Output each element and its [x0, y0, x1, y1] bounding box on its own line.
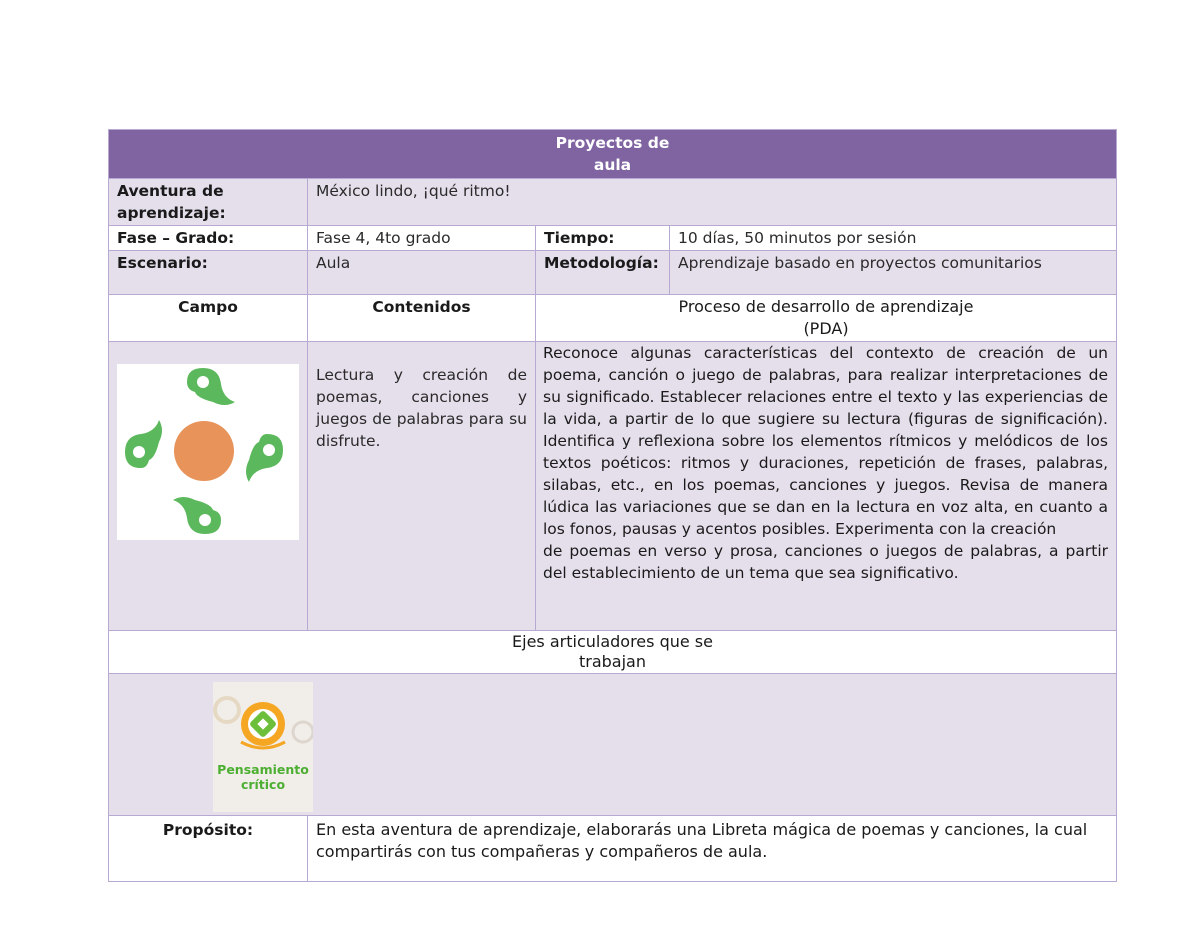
contenidos-heading: Contenidos: [308, 295, 536, 342]
fase-label: Fase – Grado:: [109, 226, 308, 251]
aventura-label: Aventura de aprendizaje:: [109, 179, 308, 226]
pda-text-continued: de poemas en verso y prosa, canciones o juegos de palabras, a partir del establecimiento de un tema que sea significativo.: [543, 542, 1108, 582]
metodologia-value: Aprendizaje basado en proyectos comunitarios: [670, 251, 1117, 295]
pda-heading-line2: (PDA): [803, 319, 849, 338]
lenguajes-campo-icon: [117, 364, 299, 540]
fase-value: Fase 4, 4to grado: [308, 226, 536, 251]
eje-badge-line2: crítico: [240, 777, 286, 792]
tiempo-value: 10 días, 50 minutos por sesión: [670, 226, 1117, 251]
ejes-cell: [109, 674, 1117, 816]
pda-heading: [536, 295, 1117, 342]
aventura-value: México lindo, ¡qué ritmo!: [308, 179, 1117, 226]
pensamiento-critico-icon: [213, 682, 313, 812]
campo-cell: [109, 342, 308, 631]
escenario-value: Aula: [308, 251, 536, 295]
ejes-heading-line1: Ejes articuladores que se: [512, 632, 713, 651]
eje-badge: [213, 682, 313, 812]
campo-heading: Campo: [109, 295, 308, 342]
campo-logo-box: [117, 364, 299, 540]
pda-text: Reconoce algunas características del contexto de creación de un poema, canción o juego de palabras, para realizar interpretaciones de su significado. Establecer relaciones entre el texto y las experiencias de la vida, a partir de lo que sugiere su lectura (figuras de significación). Identifica y reflexiona sobre los elementos rítmicos y melódicos de los textos poéticos: ritmos y duraciones, repetición de frases, palabras, silabas, etc., en los poemas, canciones y juegos. Revisa de manera lúdica las variaciones que se dan en la lectura en voz alta, en cuanto a los fonos, pausas y acentos posibles. Experimenta con la creación: [543, 344, 1108, 538]
pda-cell: [536, 342, 1117, 631]
tiempo-label: Tiempo:: [536, 226, 670, 251]
pda-heading-line1: Proceso de desarrollo de aprendizaje: [678, 297, 974, 316]
header-title-line1: Proyectos de: [555, 134, 670, 152]
ejes-heading-line2: trabajan: [578, 652, 646, 671]
proposito-value: En esta aventura de aprendizaje, elaborarás una Libreta mágica de poemas y canciones, la cual compartirás con tus compañeras y compañeros de aula.: [308, 816, 1117, 882]
table-header: [109, 130, 1117, 179]
escenario-label: Escenario:: [109, 251, 308, 295]
planning-table: [108, 129, 1117, 882]
contenidos-cell: Lectura y creación de poemas, canciones y juegos de palabras para su disfrute.: [308, 342, 536, 631]
eje-badge-line1: Pensamiento: [217, 762, 309, 777]
metodologia-label: Metodología:: [536, 251, 670, 295]
proposito-label: Propósito:: [109, 816, 308, 882]
header-title-line2: aula: [593, 156, 632, 174]
ejes-heading: [109, 631, 1117, 674]
